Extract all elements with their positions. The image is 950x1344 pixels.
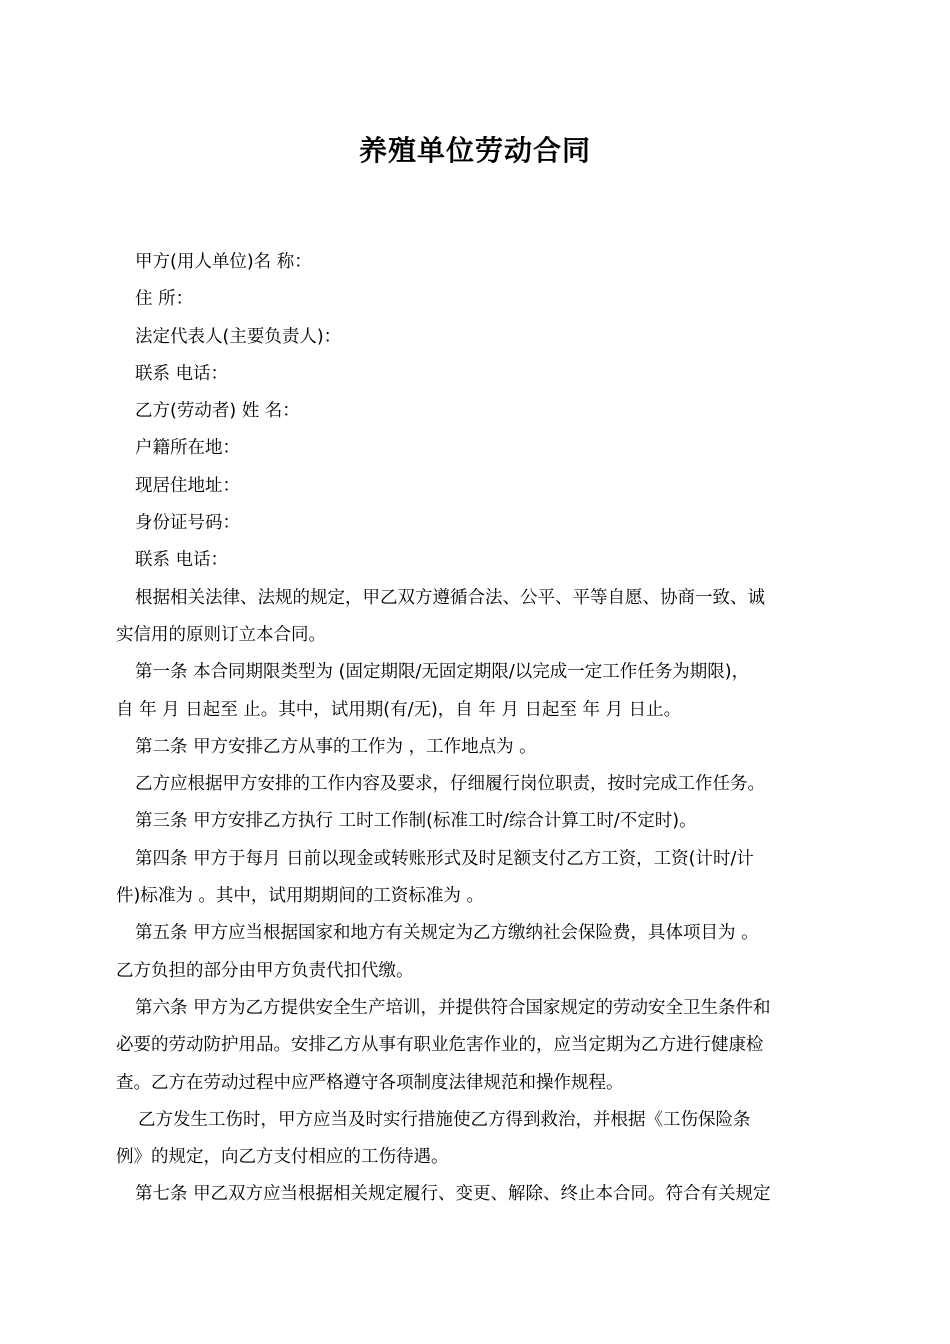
article-3-line: 第三条 甲方安排乙方执行 工时工作制(标准工时/综合计算工时/不定时)。 [135,811,697,832]
party-a-name-line: 甲方(用人单位)名 称： [135,252,312,272]
party-b-household-line: 户籍所在地： [135,438,240,459]
article-6-line-2: 必要的劳动防护用品。安排乙方从事有职业危害作业的，应当定期为乙方进行健康检 [116,1035,764,1056]
article-6-injury-line-2: 例》的规定，向乙方支付相应的工伤待遇。 [116,1147,449,1168]
party-b-id-line: 身份证号码： [135,513,240,534]
preamble-line-1: 根据相关法律、法规的规定，甲乙双方遵循合法、公平、平等自愿、协商一致、诚 [135,587,765,608]
article-4-line-2: 件)标准为 。其中，试用期期间的工资标准为 。 [116,886,484,907]
article-2-line-1: 第二条 甲方安排乙方从事的工作为 ，工作地点为 。 [135,736,537,757]
preamble-line-2: 实信用的原则订立本合同。 [116,624,326,645]
party-a-phone-line: 联系 电话： [135,363,229,384]
article-6-injury-line-1: 乙方发生工伤时，甲方应当及时实行措施使乙方得到救治，并根据《工伤保险条 [138,1109,751,1130]
article-2-line-2: 乙方应根据甲方安排的工作内容及要求，仔细履行岗位职责，按时完成工作任务。 [135,774,765,795]
article-5-line-2: 乙方负担的部分由甲方负责代扣代缴。 [116,960,414,981]
article-6-line-1: 第六条 甲方为乙方提供安全生产培训，并提供符合国家规定的劳动安全卫生条件和 [135,997,771,1018]
article-5-line-1: 第五条 甲方应当根据国家和地方有关规定为乙方缴纳社会保险费，具体项目为 。 [135,923,759,944]
document-title: 养殖单位劳动合同 [358,134,591,167]
party-b-residence-line: 现居住地址： [135,475,240,496]
article-7-line-1: 第七条 甲乙双方应当根据相关规定履行、变更、解除、终止本合同。符合有关规定 [135,1184,771,1205]
party-a-address-line: 住 所： [135,289,194,310]
party-b-name-line: 乙方(劳动者) 姓 名： [135,401,300,422]
document-body [116,244,836,1214]
article-1-line-1: 第一条 本合同期限类型为 (固定期限/无固定期限/以完成一定工作任务为期限)， [135,662,750,683]
article-6-line-3: 查。乙方在劳动过程中应严格遵守各项制度法律规范和操作规程。 [116,1072,624,1093]
article-1-line-2: 自 年 月 日起至 止。其中，试用期(有/无)，自 年 月 日起至 年 月 日止。 [116,699,682,720]
party-b-phone-line: 联系 电话： [135,550,229,571]
party-a-representative-line: 法定代表人(主要负责人)： [135,326,342,347]
article-4-line-1: 第四条 甲方于每月 日前以现金或转账形式及时足额支付乙方工资，工资(计时/计 [135,848,754,869]
